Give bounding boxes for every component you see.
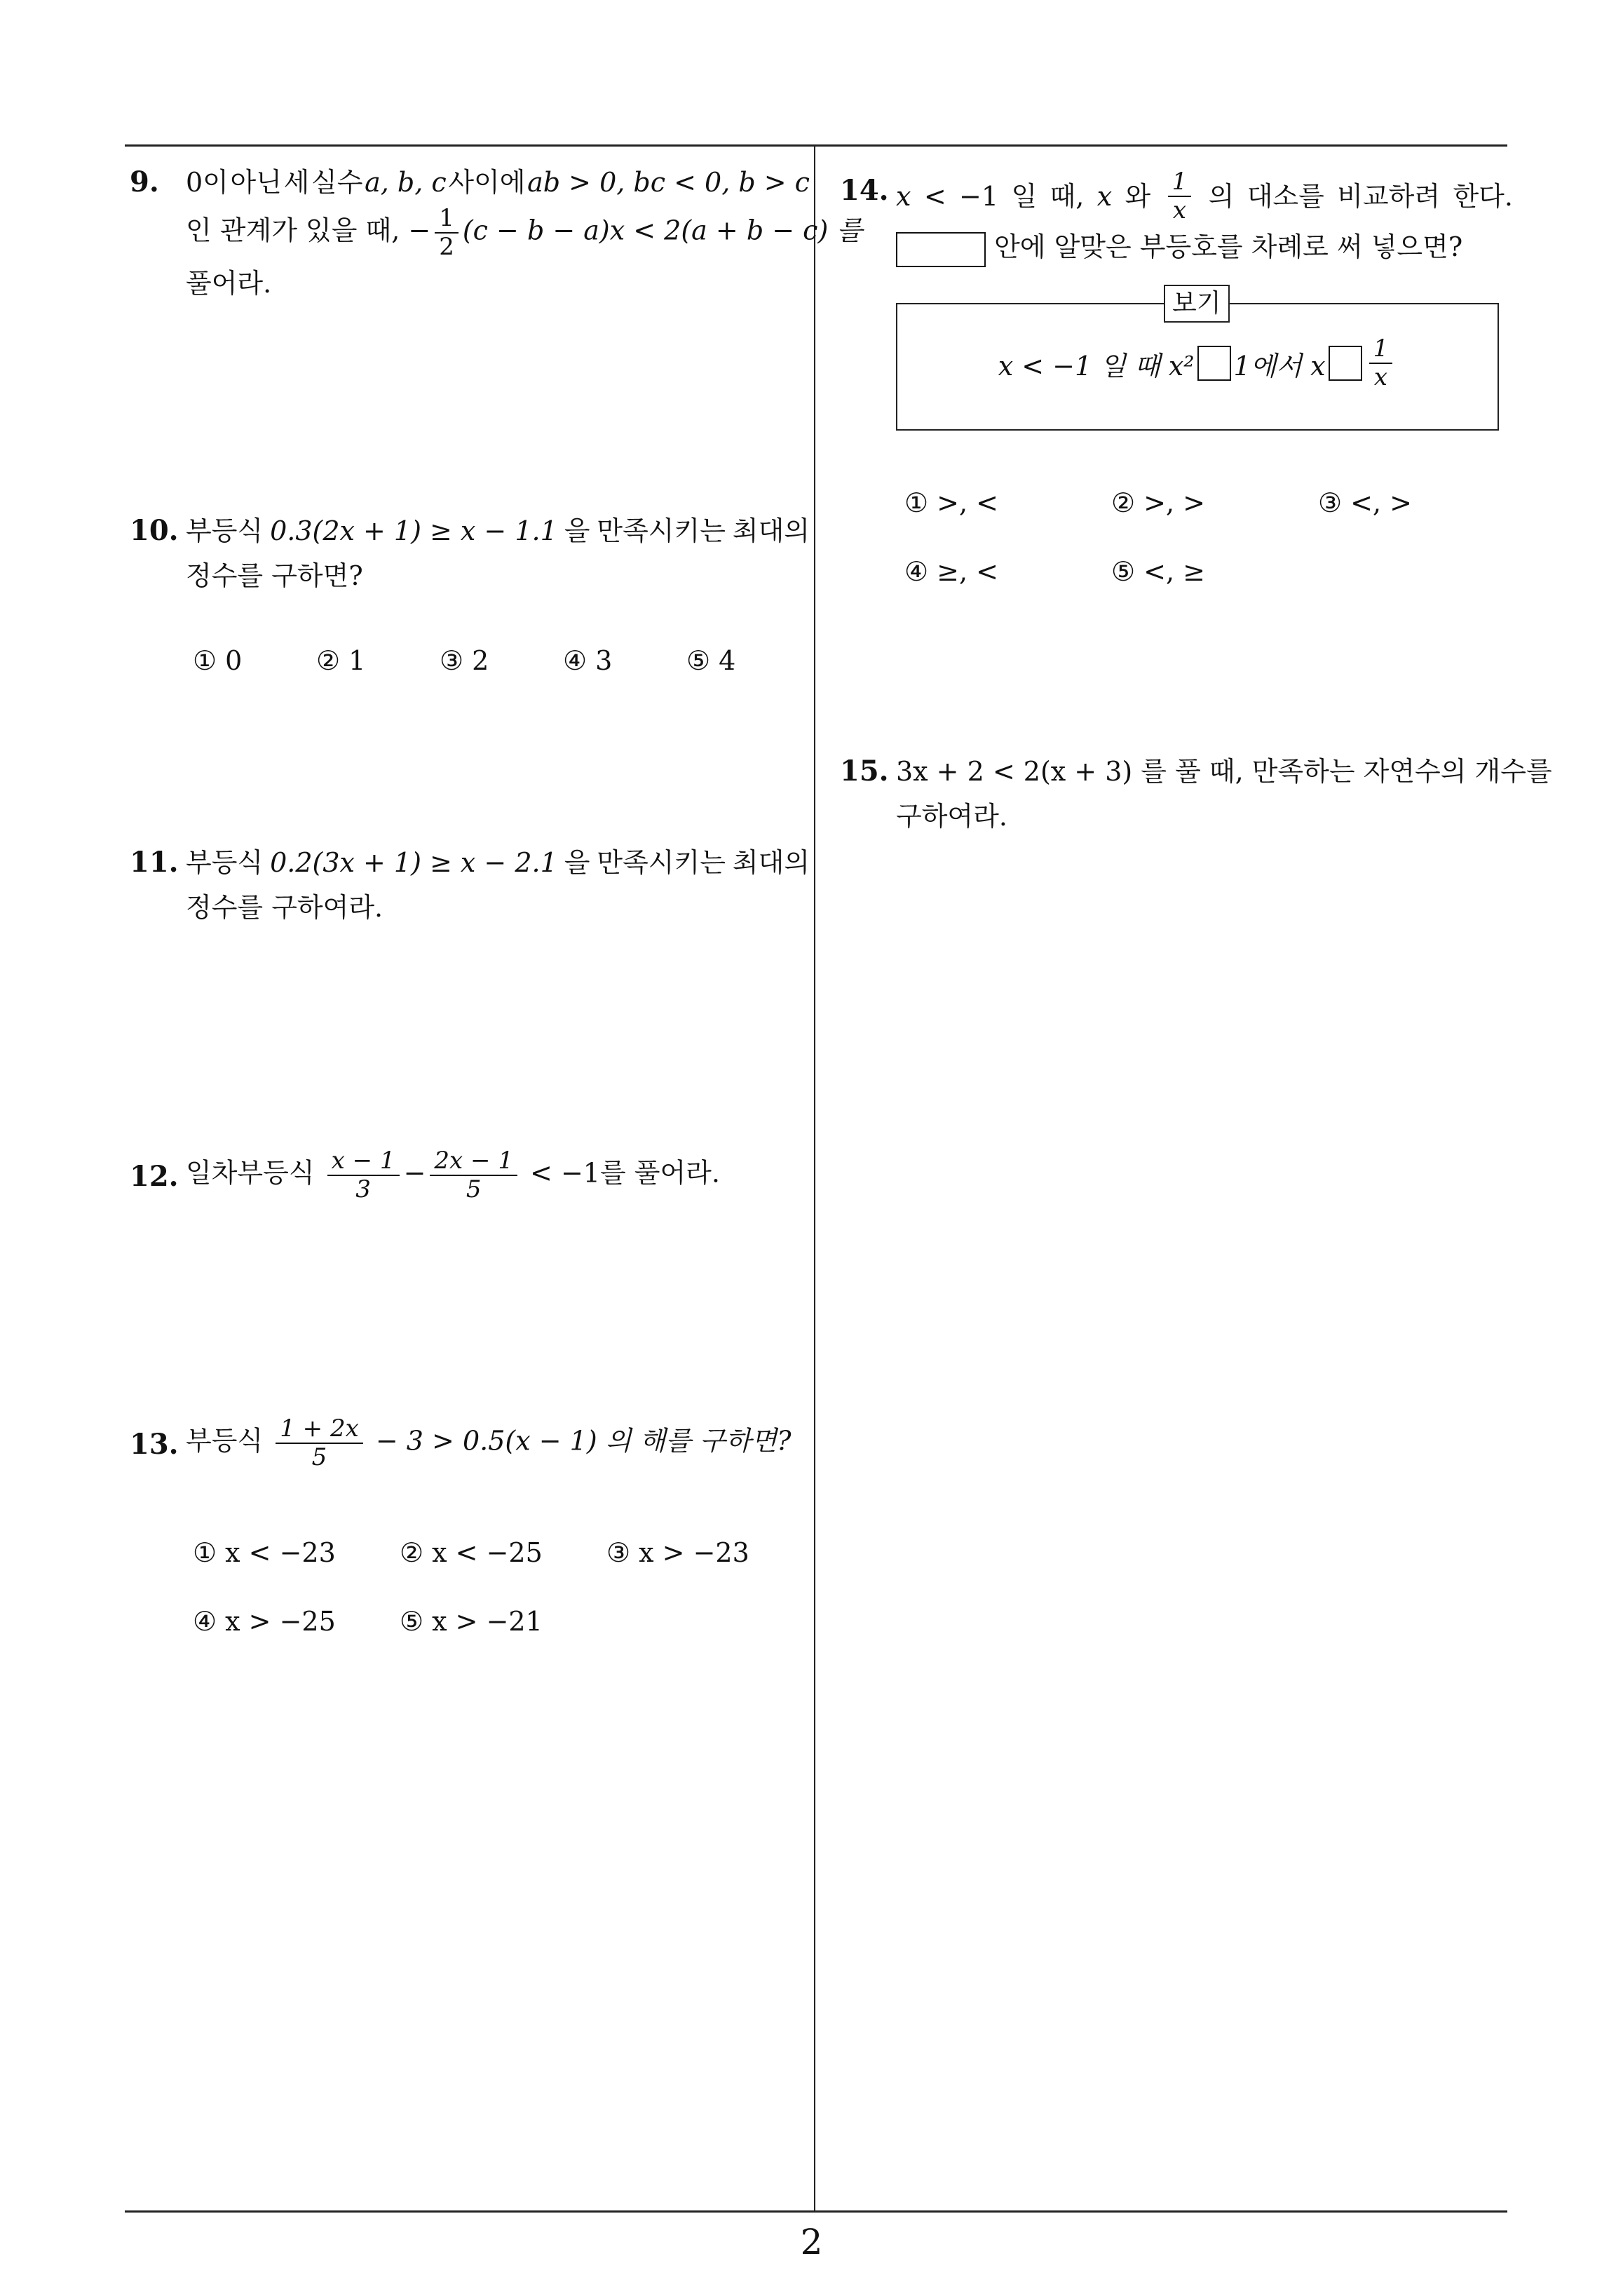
fraction: $\frac{1 + 2x}{5}$ (276, 1415, 363, 1471)
column-divider (814, 144, 815, 2213)
problem-text-line: x < −1 일 때, x 와 $\frac{1}{x}$ 의 대소를 비교하려 한다. (896, 168, 1513, 225)
problem-text-line: 안에 알맞은 부등호를 차례로 써 넣으면? (896, 224, 1513, 269)
answer-blank-box (896, 232, 986, 267)
fraction: $\frac{1}{x}$ (1369, 335, 1393, 391)
problem-12 (130, 1147, 810, 1203)
problem-number: 11. (130, 846, 179, 879)
choice-3[interactable]: ③ 2 (440, 645, 489, 676)
choice-2[interactable]: ② >, > (1111, 487, 1205, 518)
choice-5[interactable]: ⑤ 4 (686, 645, 736, 676)
choice-4[interactable]: ④ ≥, < (904, 556, 998, 587)
fraction: $\frac{x - 1}{3}$ (327, 1147, 400, 1203)
problem-text-line: 풀어라. (186, 268, 272, 299)
fraction: $\frac{2x - 1}{5}$ (430, 1147, 517, 1203)
problem-text-line: 정수를 구하면? (186, 560, 363, 591)
example-box (896, 289, 1499, 431)
choice-3[interactable]: ③ x > −23 (606, 1537, 749, 1568)
problem-15 (840, 749, 1552, 839)
choice-4[interactable]: ④ 3 (563, 645, 613, 676)
problem-text-line: 부등식 0.2(3x + 1) ≥ x − 2.1 을 만족시키는 최대의 (186, 847, 810, 878)
fraction: $\frac{1}{2}$ (435, 205, 459, 261)
problem-text-line: 3x + 2 < 2(x + 3) 를 풀 때, 만족하는 자연수의 개수를 (896, 756, 1552, 787)
answer-blank-box (1197, 346, 1231, 381)
choice-5[interactable]: ⑤ <, ≥ (1111, 556, 1205, 587)
choice-1[interactable]: ① 0 (193, 645, 243, 676)
problem-text-line: 정수를 구하여라. (186, 892, 383, 923)
problem-11 (130, 840, 810, 930)
problem-13 (130, 1415, 810, 1471)
page-number: 2 (800, 2222, 823, 2262)
problem-10 (130, 508, 810, 598)
choice-4[interactable]: ④ x > −25 (193, 1606, 336, 1637)
problem-number: 10. (130, 514, 179, 547)
fraction: $\frac{1}{x}$ (1168, 168, 1192, 224)
problem-text-line: 일차부등식 $\frac{x - 1}{3}$ − $\frac{2x - 1}{5}$ < −1를 풀어라. (186, 1147, 720, 1204)
choice-2[interactable]: ② 1 (316, 645, 366, 676)
choice-3[interactable]: ③ <, > (1318, 487, 1412, 518)
choice-5[interactable]: ⑤ x > −21 (400, 1606, 543, 1637)
problem-text-line: 0이 아닌 세 실수 a, b, c 사이에 ab > 0, bc < 0, b > c (186, 167, 810, 198)
example-box-content: x < −1 일 때 x² 1에서 x $\frac{1}{x}$ (897, 335, 1498, 391)
choice-2[interactable]: ② x < −25 (400, 1537, 543, 1568)
problem-text-line: 인 관계가 있을 때, − $\frac{1}{2}$ (c − b − a)x < 2(a + b − c) 를 (186, 204, 863, 262)
example-box-label: 보기 (1164, 285, 1230, 323)
problem-number: 15. (840, 755, 889, 788)
problem-number: 13. (130, 1428, 179, 1461)
choice-1[interactable]: ① >, < (904, 487, 998, 518)
problem-text-line: 구하여라. (896, 801, 1007, 832)
problem-14 (840, 168, 1513, 269)
choice-1[interactable]: ① x < −23 (193, 1537, 336, 1568)
problem-text-line: 부등식 $\frac{1 + 2x}{5}$ − 3 > 0.5(x − 1) 의 해를 구하면? (186, 1414, 792, 1472)
problem-number: 12. (130, 1160, 179, 1193)
top-rule (125, 144, 1507, 147)
answer-blank-box (1329, 346, 1362, 381)
problem-number: 9. (130, 166, 159, 198)
problem-text-line: 부등식 0.3(2x + 1) ≥ x − 1.1 을 만족시키는 최대의 (186, 515, 810, 546)
bottom-rule (125, 2210, 1507, 2213)
problem-number: 14. (840, 174, 889, 207)
problem-9 (130, 160, 863, 306)
